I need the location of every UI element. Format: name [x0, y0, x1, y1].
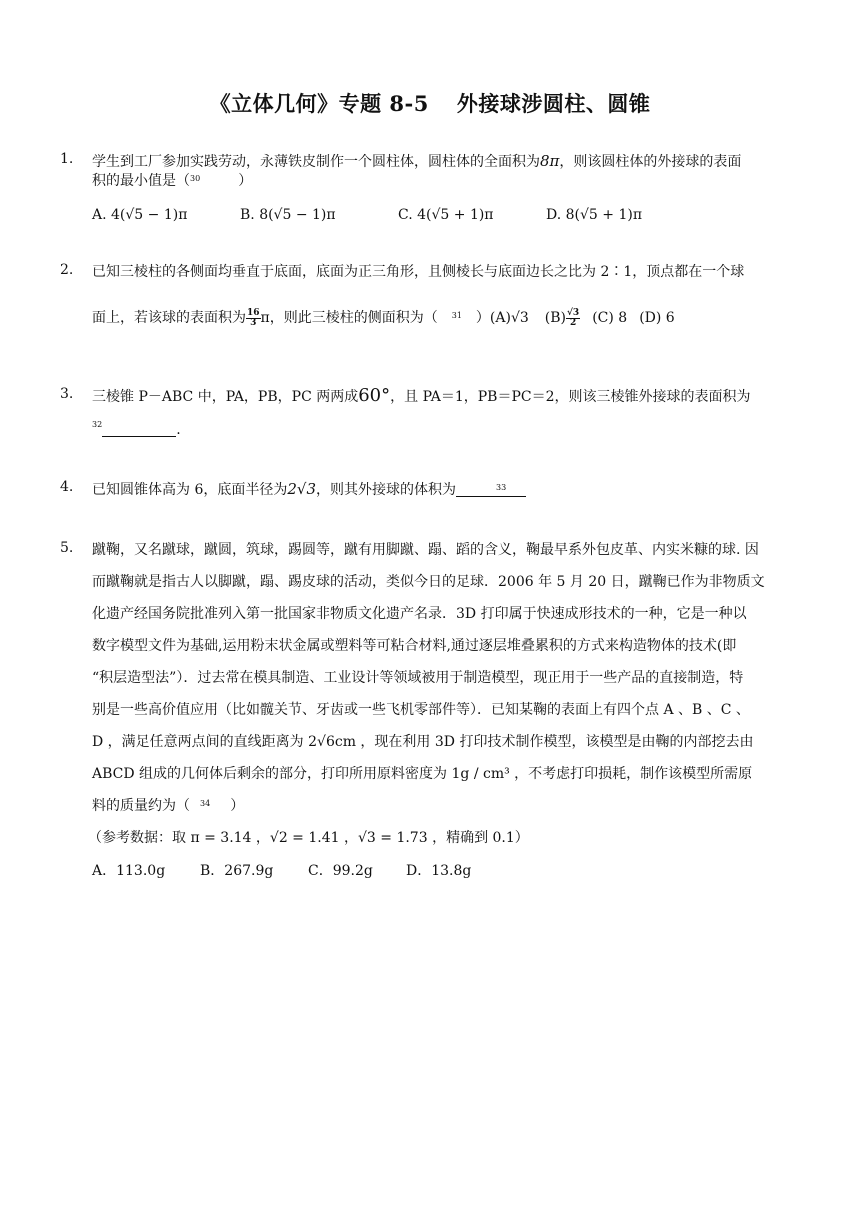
q2-tag: 31	[451, 311, 462, 320]
q5-option-b: B．267.9g	[200, 863, 274, 879]
question-3	[60, 386, 800, 406]
title-sub: 外接球涉圆柱、圆锥	[456, 91, 651, 116]
q5-line-8: ABCD 组成的几何体后剩余的部分，打印所用原料密度为 1g / cm³ ，不考虑打印损耗，制作该模型所需原	[92, 766, 753, 782]
q5-line-4: 数字模型文件为基础,运用粉末状金属或塑料等可粘合材料,通过逐层堆叠累积的方式来构造物体的技术(即	[92, 638, 737, 654]
q2-option-a: ）(A)√3	[475, 310, 529, 326]
question-4	[60, 479, 800, 499]
q3-text-b: ，且 PA＝1，PB＝PC＝2，则该三棱锥外接球的表面积为	[390, 389, 751, 405]
q5-line-3: 化遗产经国务院批准列入第一批国家非物质文化遗产名录．3D 打印属于快速成形技术的一种，它是一种以	[92, 606, 747, 622]
q3-angle: 60°	[358, 385, 391, 406]
q5-line-1: 蹴鞠，又名蹴球，蹴圆，筑球，踢圆等，蹴有用脚蹴、蹋、蹈的含义，鞠最早系外包皮革、内实米糠的球. 因	[92, 542, 759, 558]
q1-text-d: ）	[238, 173, 253, 189]
q5-line-5: “积层造型法”）．过去常在模具制造、工业设计等领域被用于制造模型，现正用于一些产品的直接制造，特	[92, 670, 744, 686]
q4-text-a: 已知圆锥体高为 6，底面半径为	[92, 482, 288, 498]
page-title	[0, 88, 860, 118]
question-1	[60, 151, 800, 225]
q5-line-7: D ，满足任意两点间的直线距离为 2√6cm ，现在利用 3D 打印技术制作模型，该模型是由鞠的内部挖去由	[92, 734, 754, 750]
q2-option-c: (C) 8	[592, 310, 628, 326]
q2-option-b-label: (B)	[544, 310, 567, 326]
q5-option-c: C．99.2g	[308, 863, 373, 879]
q1-tag: 30	[190, 174, 201, 183]
question-number: 3.	[60, 386, 74, 402]
q4-tag: 33	[496, 483, 507, 492]
q4-text-b: ，则其外接球的体积为	[316, 482, 457, 498]
q3-text-a: 三棱锥 P－ABC 中，PA，PB，PC 两两成	[92, 389, 359, 405]
q1-text-b: ，则该圆柱体的外接球的表面	[559, 154, 742, 170]
q4-math: 2√3	[287, 480, 317, 498]
q5-line-9: 料的质量约为（	[92, 798, 190, 814]
question-number: 5.	[60, 540, 74, 556]
q5-tag: 34	[200, 799, 211, 808]
question-number: 1.	[60, 151, 74, 167]
q2-text-a: 面上，若该球的表面积为	[92, 310, 246, 326]
question-number: 4.	[60, 479, 74, 495]
q5-reference-data: （参考数据：取 π = 3.14 ，√2 = 1.41 ，√3 = 1.73 ，精确到 0.1）	[88, 830, 529, 846]
question-2	[60, 262, 800, 328]
q1-option-c: C. 4(√5 + 1)π	[398, 207, 494, 223]
q1-option-d: D. 8(√5 + 1)π	[546, 207, 643, 223]
q2-text-b: π，则此三棱柱的侧面积为（	[260, 310, 438, 326]
q1-text-c: 积的最小值是（	[92, 173, 190, 189]
q5-option-a: A．113.0g	[92, 863, 166, 879]
q3-blank	[102, 422, 176, 437]
q3-tag: 32	[92, 420, 103, 429]
q1-option-a: A. 4(√5 − 1)π	[92, 207, 188, 223]
q5-line-2: 而蹴鞠就是指古人以脚蹴，蹋、踢皮球的活动，类似今日的足球．2006 年 5 月 20 日，蹴鞠已作为非物质文	[92, 574, 765, 590]
q5-option-d: D．13.8g	[406, 863, 472, 879]
q1-option-b: B. 8(√5 − 1)π	[240, 207, 336, 223]
q3-answer-line	[92, 422, 181, 438]
q2-option-d: (D) 6	[639, 310, 675, 326]
q3-end: .	[176, 422, 181, 438]
question-5	[60, 540, 800, 880]
q2-line-1: 已知三棱柱的各侧面均垂直于底面，底面为正三角形，且侧棱长与底面边长之比为 2∶1，顶点都在一个球	[92, 264, 745, 280]
q2-fraction: $\frac{16}{3}$	[247, 307, 260, 328]
q1-math: 8π	[540, 152, 560, 170]
q4-blank	[456, 482, 526, 497]
q2-option-b-fraction: $\frac{√3}{2}$	[567, 307, 580, 328]
q5-line-9-end: ）	[230, 798, 245, 814]
q1-text-a: 学生到工厂参加实践劳动，永薄铁皮制作一个圆柱体，圆柱体的全面积为	[92, 154, 540, 170]
question-number: 2.	[60, 262, 74, 278]
q5-line-6: 别是一些高价值应用（比如髋关节、牙齿或一些飞机零部件等）．已知某鞠的表面上有四个点 A 、B 、C 、	[92, 702, 750, 718]
title-main: 《立体几何》专题 8-5	[209, 91, 429, 116]
